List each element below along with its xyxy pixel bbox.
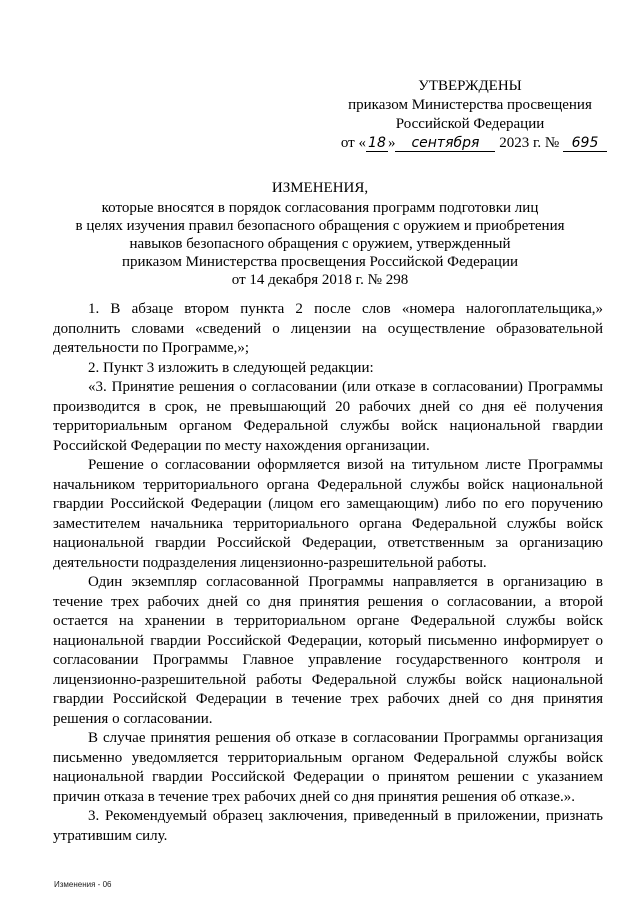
document-body <box>53 300 603 846</box>
date-prefix: от « <box>340 135 366 151</box>
approval-line-2: Российской Федерации <box>395 116 545 132</box>
paragraph: Один экземпляр согласованной Программы направляется в организацию в течение трех рабочих дней со дня принятия решения о согласовании, а второй остается на хранении в территориальном органе Федеральной службы войск национальной гвардии Российской Федерации, который письменно информирует о согласовании Программы Главное управление государственного контроля и лицензионно-разрешительной работы Федеральной службы войск национальной гвардии Российской Федерации в течение трех рабочих дней со дня принятия решения о согласовании. <box>53 574 603 727</box>
title-line: приказом Министерства просвещения Российской Федерации <box>122 254 518 270</box>
title-line: в целях изучения правил безопасного обращения с оружием и приобретения <box>75 218 565 234</box>
title-line: навыков безопасного обращения с оружием, утвержденный <box>129 236 511 252</box>
approval-title: УТВЕРЖДЕНЫ <box>418 78 522 94</box>
year-text: 2023 г. № <box>499 135 560 151</box>
paragraph: 2. Пункт 3 изложить в следующей редакции: <box>88 359 374 376</box>
handwritten-month: сентября <box>395 136 495 152</box>
handwritten-day: 18 <box>366 136 388 152</box>
paragraph: В случае принятия решения об отказе в согласовании Программы организация письменно уведомляется территориальным органом Федеральной службы войск национальной гвардии Российской Федерации о принятом решении с указанием причин отказа в течение трех рабочих дней со дня принятия решения об отказе.». <box>53 730 603 805</box>
approval-stamp <box>330 77 610 153</box>
approval-line-1: приказом Министерства просвещения <box>348 97 592 113</box>
title-line: которые вносятся в порядок согласования программ подготовки лиц <box>101 200 539 216</box>
paragraph: 1. В абзаце втором пункта 2 после слов «номера налогоплательщика,» дополнить словами «сведений о лицензии на осуществление образовательной деятельности по Программе,»; <box>53 301 603 356</box>
page-footer: Изменения - 06 <box>54 880 112 889</box>
paragraph: Решение о согласовании оформляется визой на титульном листе Программы начальником территориального органа Федеральной службы войск национальной гвардии Российской Федерации (лицом его замещающим) либо по его поручению заместителем начальника территориального органа Федеральной службы войск национальной гвардии Российской Федерации, ответственным за организацию деятельности подразделения лицензионно-разрешительной работы. <box>53 457 603 571</box>
approval-date-line <box>330 134 610 153</box>
title-heading: ИЗМЕНЕНИЯ, <box>271 180 369 196</box>
document-title <box>30 179 610 289</box>
date-mid: » <box>387 135 396 151</box>
title-line: от 14 декабря 2018 г. № 298 <box>231 272 409 288</box>
paragraph: 3. Рекомендуемый образец заключения, приведенный в приложении, признать утратившим силу. <box>53 808 603 844</box>
handwritten-number: 695 <box>563 136 607 152</box>
paragraph: «3. Принятие решения о согласовании (или отказе в согласовании) Программы производится в срок, не превышающий 20 рабочих дней со дня её получения территориальным органом Федеральной службы войск национальной гвардии Российской Федерации по месту нахождения организации. <box>53 379 603 454</box>
